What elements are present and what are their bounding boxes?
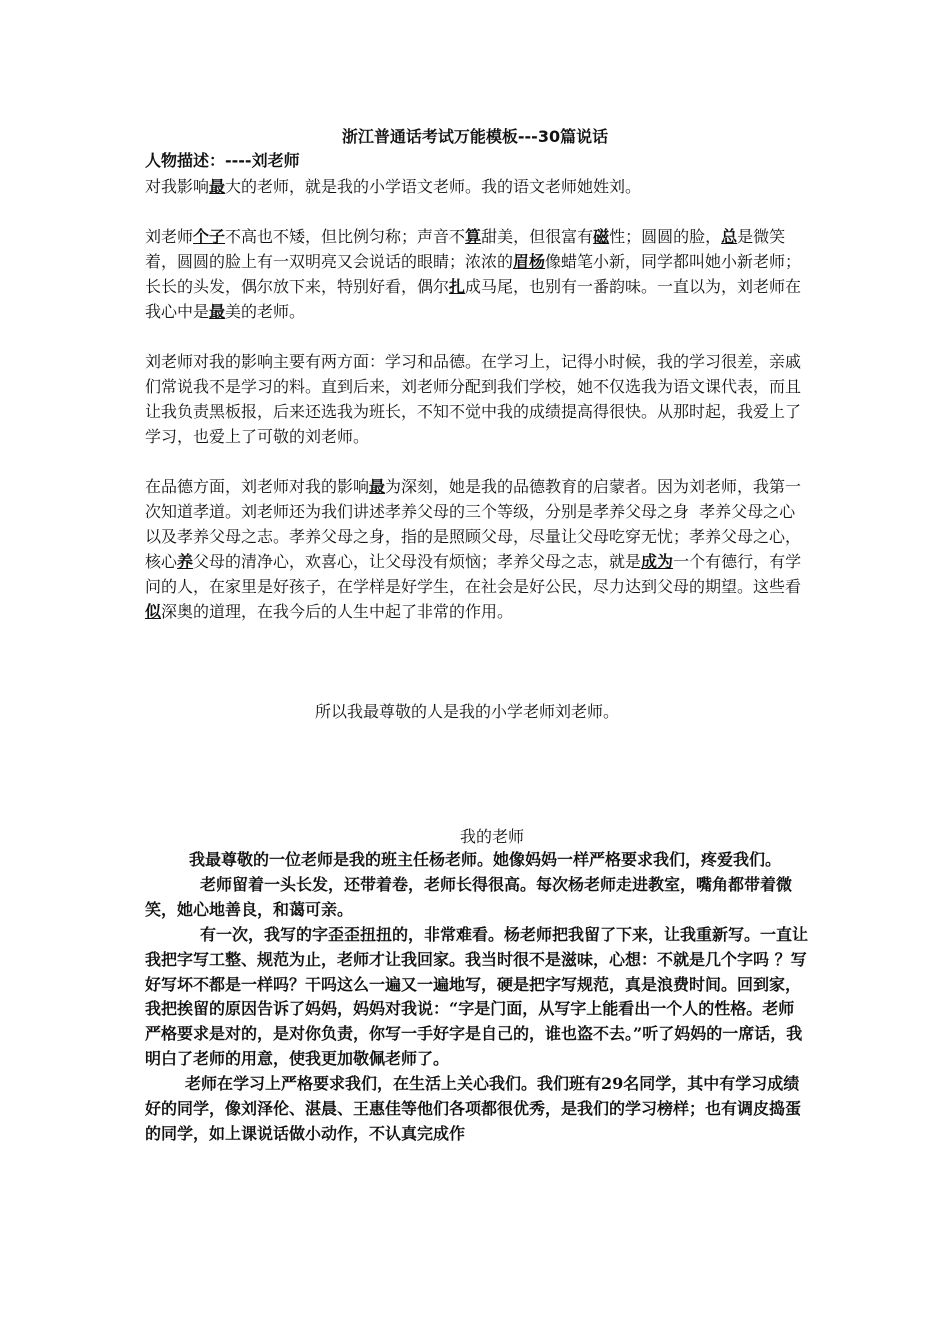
document-title: 浙江普通话考试万能模板---30篇说话 xyxy=(341,127,609,146)
emphasized-text: 眉杨 xyxy=(513,252,546,271)
paragraph: 老师在学习上严格要求我们，在生活上关心我们。我们班有29名同学，其中有学习成绩好的同学，像刘泽伦、湛晨、王惠佳等他们各项都很优秀，是我们的学习榜样；也有调皮捣蛋的同学，如上课说话做小动作，不认真完成作 xyxy=(145,1074,802,1143)
emphasized-text: 磁 xyxy=(593,227,610,246)
section-my-teacher xyxy=(145,848,810,1147)
text-run: 在品德方面，刘老师对我的影响 xyxy=(145,477,370,496)
text-run: 是微笑着，圆圆的脸上有一双明亮又会说话的眼睛；浓浓的 xyxy=(145,227,786,271)
text-run: 大的老师，就是我的小学语文老师。我的语文老师她姓刘。 xyxy=(225,177,642,196)
text-run: 美的老师。 xyxy=(225,302,306,321)
paragraph: 老师留着一头长发，还带着卷，老师长得很高。每次杨老师走进教室，嘴角都带着微笑，她心地善良，和蔼可亲。 xyxy=(145,874,793,919)
emphasized-text: 总 xyxy=(721,227,738,246)
text-run: 甜美，但很富有 xyxy=(481,227,594,246)
paragraph xyxy=(145,349,815,449)
paragraph: 我最尊敬的一位老师是我的班主任杨老师。她像妈妈一样严格要求我们，疼爱我们。 xyxy=(189,850,782,869)
text-run: 不高也不矮，但比例匀称；声音不 xyxy=(225,227,466,246)
paragraph xyxy=(145,224,815,324)
section-heading: 人物描述：----刘老师 xyxy=(145,151,300,170)
section-teacher-liu xyxy=(145,148,815,624)
paragraph: 有一次，我写的字歪歪扭扭的，非常难看。杨老师把我留了下来，让我重新写。一直让我把字写工整、规范为止，老师才让我回家。我当时很不是滋味，心想：不就是几个字吗 ？写好写坏不都是一样吗？干吗这么一遍又一遍地写，硬是把字写规范，真是浪费时间。回到家，我把挨留的原因告诉了妈妈，妈妈对我说：“字是门面，从写字上能看出一个人的性格。老师严格要求是对的，是对你负责，你写一手好字是自己的，谁也盗不去。”听了妈妈的一席话，我明白了老师的用意，使我更加敬佩老师了。 xyxy=(145,924,809,1069)
text-run: 为深刻，她是我的品德教育的启蒙者。因为刘老师，我第一次知道孝道。刘老师还为我们讲述孝养父母的三个等级，分别是孝养父母之身 孝养父母之心 以及孝养父母之志。孝养父母之身，指的是照顾父母，尽量让父母吃穿无忧；孝养父母之心，核心 xyxy=(145,477,806,571)
text-run: 成马尾，也别有一番韵味。一直以为，刘老师在我心中是 xyxy=(145,277,802,321)
text-run: 深奥的道理，在我今后的人生中起了非常的作用。 xyxy=(161,602,514,621)
text-run: 刘老师对我的影响主要有两方面：学习和品德。在学习上，记得小时候，我的学习很差，亲戚们常说我不是学习的料。直到后来，刘老师分配到我们学校，她不仅选我为语文课代表，而且让我负责黑板报，后来还选我为班长，不知不觉中我的成绩提高得很快。从那时起，我爱上了学习，也爱上了可敬的刘老师。 xyxy=(145,352,802,446)
text-run: 像蜡笔小新，同学都叫她小新老师； 长长的头发，偶尔放下来，特别好看，偶尔 xyxy=(145,252,802,296)
emphasized-text: 扎 xyxy=(449,277,466,296)
paragraph xyxy=(145,174,815,199)
emphasized-text: 似 xyxy=(145,602,162,621)
text-run: 对我影响 xyxy=(145,177,210,196)
text-run: 一个有德行，有学问的人，在家里是好孩子，在学样是好学生，在社会是好公民，尽力达到父母的期望。这些看 xyxy=(145,552,802,596)
text-run: 性；圆圆的脸， xyxy=(609,227,722,246)
paragraph xyxy=(145,474,815,624)
emphasized-text: 最 xyxy=(209,302,226,321)
essay-title: 我的老师 xyxy=(460,827,525,846)
emphasized-text: 养 xyxy=(177,552,194,571)
closing-sentence: 所以我最尊敬的人是我的小学老师刘老师。 xyxy=(315,702,620,721)
emphasized-text: 算 xyxy=(465,227,482,246)
emphasized-text: 成为 xyxy=(641,552,674,571)
text-run: 刘老师 xyxy=(145,227,194,246)
emphasized-text: 最 xyxy=(209,177,226,196)
text-run: 父母的清净心，欢喜心，让父母没有烦恼；孝养父母之志，就是 xyxy=(193,552,642,571)
emphasized-text: 最 xyxy=(369,477,386,496)
emphasized-text: 个子 xyxy=(193,227,226,246)
